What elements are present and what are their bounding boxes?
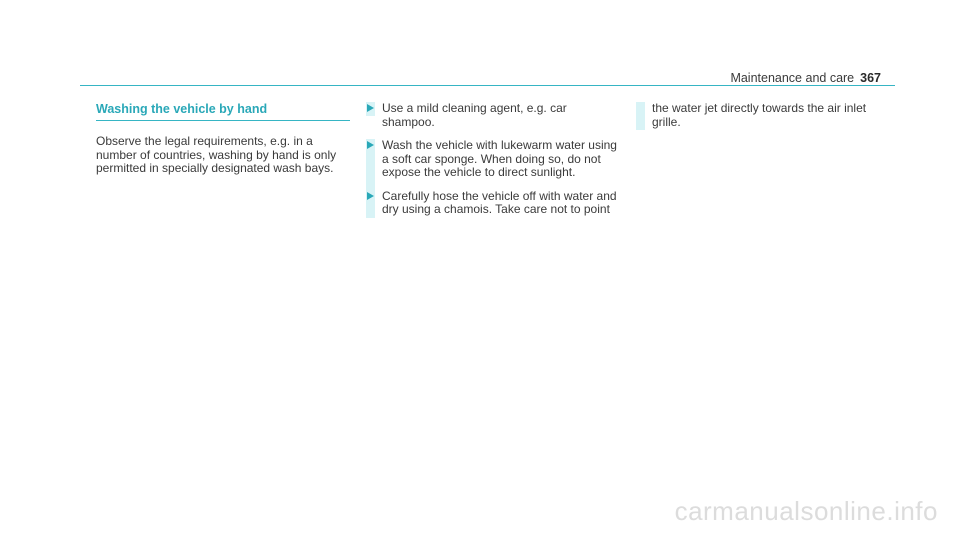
arrow-right-icon <box>367 192 374 200</box>
watermark: carmanualsonline.info <box>674 496 938 526</box>
column-3 <box>636 102 890 129</box>
step-text: Wash the vehicle with lukewarm water using a soft car sponge. When doing so, do not expose the vehicle to direct sunlight. <box>382 138 617 179</box>
column-2 <box>366 102 620 227</box>
arrow-right-icon <box>367 141 374 149</box>
section-title: Washing the vehicle by hand <box>96 102 350 121</box>
step-item <box>366 139 620 180</box>
intro-paragraph: Observe the legal requirements, e.g. in a number of countries, washing by hand is only permitted in specially designated wash bays. <box>96 134 337 175</box>
step-item <box>366 102 620 129</box>
section-name: Maintenance and care <box>730 71 855 85</box>
step-text: Use a mild cleaning agent, e.g. car shampoo. <box>382 101 567 129</box>
continuation-text: the water jet directly towards the air inlet grille. <box>652 101 867 129</box>
step-item <box>366 190 620 217</box>
page-number: 367 <box>860 71 881 85</box>
column-1 <box>96 102 350 176</box>
step-bar <box>636 102 645 130</box>
step-text: Carefully hose the vehicle off with water and dry using a chamois. Take care not to point <box>382 188 617 216</box>
step-continuation <box>636 102 890 129</box>
header-divider <box>80 85 895 86</box>
running-header <box>730 71 881 85</box>
arrow-right-icon <box>367 104 374 112</box>
